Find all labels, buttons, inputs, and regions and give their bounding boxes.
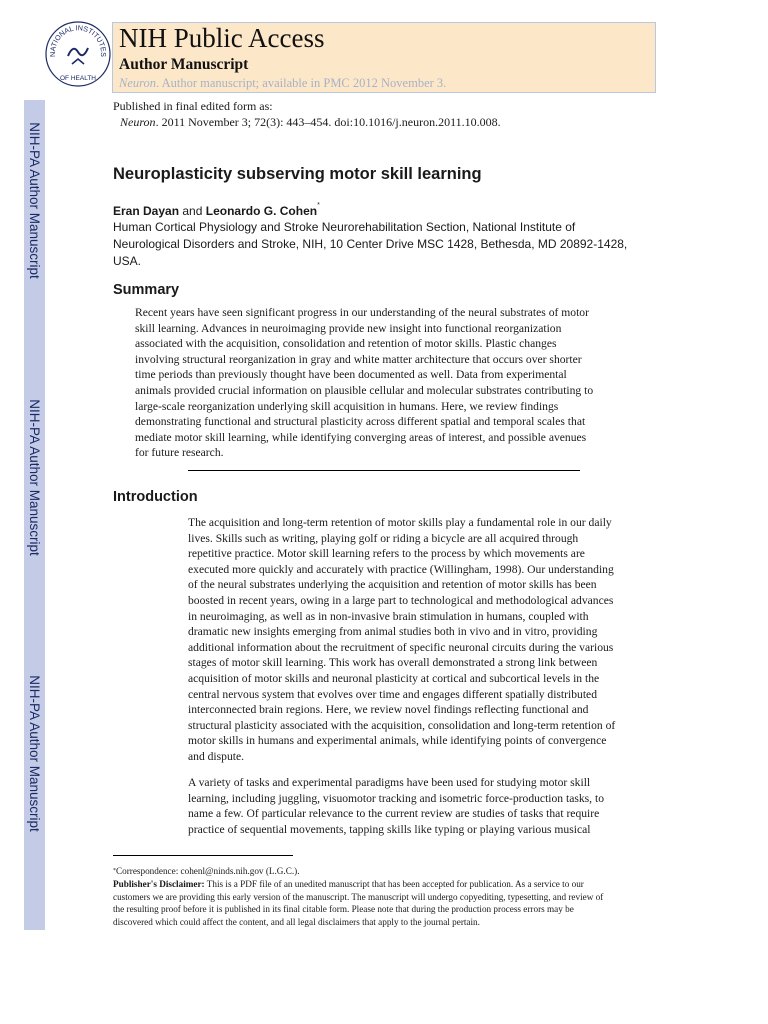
intro-line: interconnected brain regions. Here, we review novel findings reflecting functional and <box>188 703 589 717</box>
authors <box>113 204 320 218</box>
footnote <box>113 865 603 929</box>
intro-line: acquisition of motor skills and neuronal plasticity at cortical and subcortical levels in the <box>188 671 600 685</box>
intro-line: of the neural substrates underlying the acquisition and retention of motor skills has been <box>188 578 597 592</box>
disclaimer-line: the resulting proof before it is published in its final citable form. Please note that during the production process errors may be <box>113 904 574 915</box>
disclaimer-line: customers we are providing this early version of the manuscript. The manuscript will undergo copyediting, typesetting, and review of <box>113 891 604 902</box>
summary-line: Recent years have seen significant progress in our understanding of the neural substrates of motor <box>135 306 589 319</box>
intro-line: motor skills in humans and experimental animals, while identifying points of convergence <box>188 734 607 748</box>
logo-arc-text: NATIONAL INSTITUTES <box>47 23 109 58</box>
citation-journal: Neuron <box>120 115 156 129</box>
published-label: Published in final edited form as: <box>113 99 273 113</box>
intro-line: in neuroimaging, as well as in non-invasive brain stimulation in humans, coupled with <box>188 609 589 623</box>
banner-subtitle: Author Manuscript <box>119 56 249 73</box>
summary-line: time periods than previously thought have been documented as well. Data from experimental <box>135 368 567 382</box>
intro-line: The acquisition and long-term retention of motor skills play a fundamental role in our daily <box>188 516 612 529</box>
footnote-mark: * <box>113 868 116 874</box>
intro-line: boosted in recent years, owing in a large part to technological and methodological advances <box>188 593 614 607</box>
intro-line: additional information about the recruitment of specific neuronal circuits during the various <box>188 640 614 654</box>
author-1: Eran Dayan <box>113 204 180 218</box>
intro-line: dramatic new insights emerging from animal studies both in vivo and in vitro, providing <box>188 625 598 639</box>
intro-line: executed more quickly and accurately with practice (Willingham, 1998). Our understanding <box>188 562 614 576</box>
introduction-heading: Introduction <box>113 489 198 505</box>
article-title: Neuroplasticity subserving motor skill learning <box>113 165 482 183</box>
logo-bottom-text: OF HEALTH <box>60 75 96 82</box>
disclaimer-label: Publisher's Disclaimer: <box>113 878 205 889</box>
banner-journal: Neuron <box>119 76 157 90</box>
summary-divider <box>188 470 580 471</box>
nih-banner <box>112 22 656 93</box>
intro-line: stages of motor skill learning. This work has overall demonstrated a strong link between <box>188 656 598 670</box>
sidebar-label-top: NIH-PA Author Manuscript <box>27 121 42 279</box>
summary-line: skill learning. Advances in neuroimaging provide new insight into functional reorganization <box>135 321 562 335</box>
summary-line: animals provided crucial information on plausible cellular and molecular substrates contributing to <box>135 383 594 397</box>
banner-title: NIH Public Access <box>119 23 325 53</box>
banner-availability-text: . Author manuscript; available in PMC 2012 November 3. <box>156 76 447 90</box>
banner-availability <box>119 76 446 91</box>
intro-line: practice of sequential movements, tapping skills like typing or playing various musical <box>188 822 591 836</box>
summary-line: large-scale reorganization underlying skill acquisition in humans. Here, we review findings <box>135 399 559 413</box>
intro-line: lives. Skills such as writing, playing golf or riding a bicycle are all acquired through <box>188 531 579 545</box>
intro-line: A variety of tasks and experimental paradigms have been used for studying motor skill <box>188 776 591 789</box>
introduction-paragraph-1 <box>188 515 615 765</box>
affiliation-line: USA. <box>113 254 142 268</box>
intro-line: learning, including juggling, visuomotor tracking and isometric force-production tasks, to <box>188 791 604 805</box>
disclaimer-line <box>113 878 603 891</box>
citation-text: . 2011 November 3; 72(3): 443–454. doi:10.1016/j.neuron.2011.10.008. <box>155 115 501 129</box>
nih-logo <box>44 20 112 88</box>
author-footnote-mark: * <box>317 202 320 209</box>
correspondence-line <box>113 865 603 878</box>
footnote-divider <box>113 855 293 856</box>
intro-line: structural plasticity associated with the acquisition, consolidation and long-term retention of <box>188 718 616 732</box>
author-2: Leonardo G. Cohen <box>205 204 318 218</box>
author-join: and <box>179 204 206 218</box>
affiliation-line: Neurological Disorders and Stroke, NIH, 10 Center Drive MSC 1428, Bethesda, MD 20892-1428, <box>113 237 628 251</box>
eagle-icon <box>68 48 88 56</box>
sidebar-label-bottom: NIH-PA Author Manuscript <box>27 674 42 832</box>
summary-line: mediate motor skill learning, while identifying converging areas of interest, and possible avenues <box>135 430 587 444</box>
affiliation <box>113 219 663 270</box>
summary-line: associated with the acquisition, consolidation and retention of motor skills. Plastic changes <box>135 337 557 351</box>
summary-heading: Summary <box>113 282 180 298</box>
intro-line: and dispute. <box>188 749 245 763</box>
disclaimer-line: discovered which could affect the content, and all legal disclaimers that apply to the journal pertain. <box>113 917 480 928</box>
affiliation-line: Human Cortical Physiology and Stroke Neurorehabilitation Section, National Institute of <box>113 220 576 234</box>
disclaimer-text: This is a PDF file of an unedited manuscript that has been accepted for publication. As a service to our <box>204 878 584 889</box>
intro-line: central nervous system that evolves over time and engages different spatially distributed <box>188 687 597 701</box>
summary-line: involving structural reorganization in gray and white matter architecture that occurs over shorter <box>135 352 582 366</box>
introduction-paragraph-2 <box>188 775 604 837</box>
summary-line: demonstrating functional and structural plasticity across different spatial and temporal scales that <box>135 415 586 429</box>
summary-line: for future research. <box>135 446 224 460</box>
intro-line: repetitive practice. Motor skill learning refers to the process by which movements are <box>188 547 585 561</box>
sidebar-label-middle: NIH-PA Author Manuscript <box>27 398 42 556</box>
summary-text <box>135 305 593 461</box>
citation <box>120 115 501 130</box>
correspondence-text: Correspondence: cohenl@ninds.nih.gov (L.G.C.). <box>116 866 300 876</box>
intro-line: name a few. Of particular relevance to the current review are studies of tasks that require <box>188 807 600 821</box>
